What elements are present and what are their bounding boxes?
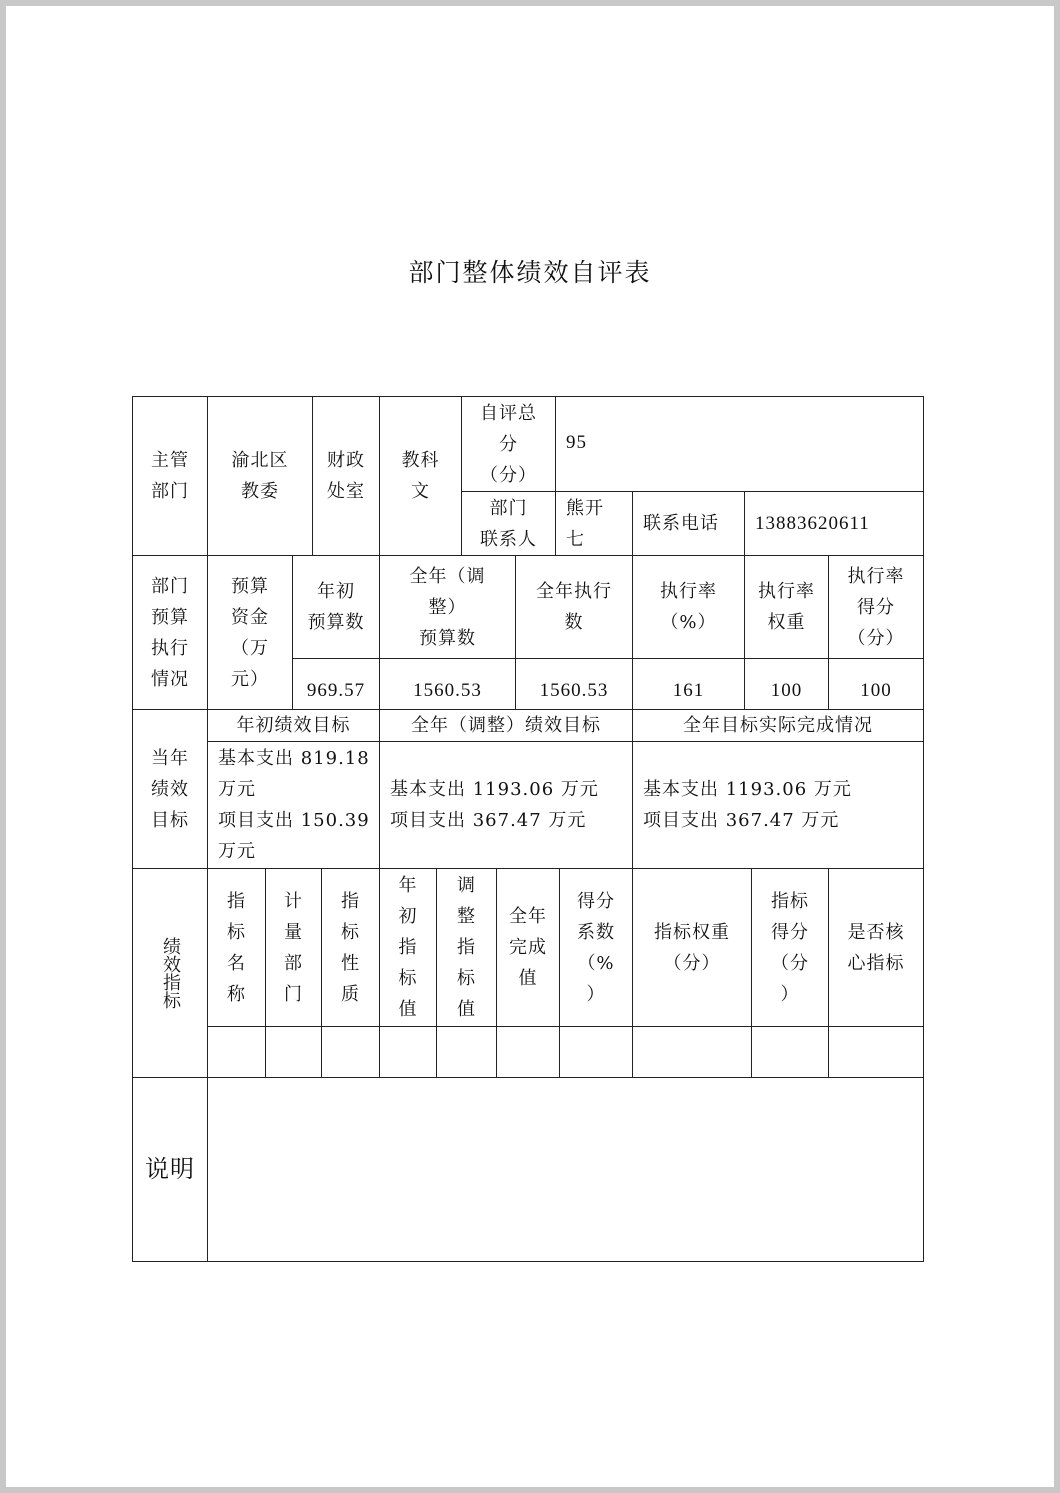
col-initial-goal: 年初绩效目标 [207, 709, 380, 742]
ind-header-score: 指标 得分 （分 ） [751, 868, 829, 1027]
contact-label: 部门 联系人 [461, 491, 556, 556]
score-label: 自评总 分 （分） [461, 396, 556, 492]
executed-value: 1560.53 [515, 658, 633, 710]
ind-cell [379, 1026, 437, 1078]
ind-cell [436, 1026, 497, 1078]
initial-budget-value: 969.57 [292, 658, 380, 710]
col-adjusted-budget: 全年（调 整） 预算数 [379, 555, 516, 659]
col-initial-budget: 年初 预算数 [292, 555, 380, 659]
budget-section-label: 部门 预算 执行 情况 [132, 555, 208, 710]
exec-score-value: 100 [828, 658, 924, 710]
actual-goal-text: 基本支出 1193.06 万元 项目支出 367.47 万元 [632, 741, 924, 869]
ind-header-initial: 年 初 指 标 值 [379, 868, 437, 1027]
exec-weight-value: 100 [744, 658, 829, 710]
adjusted-goal-text: 基本支出 1193.06 万元 项目支出 367.47 万元 [379, 741, 633, 869]
ind-cell [751, 1026, 829, 1078]
ind-header-adjusted: 调 整 指 标 值 [436, 868, 497, 1027]
ind-header-name: 指 标 名 称 [207, 868, 266, 1027]
ind-cell [496, 1026, 560, 1078]
ind-cell [321, 1026, 380, 1078]
col-exec-rate: 执行率 （%） [632, 555, 745, 659]
ind-header-nature: 指 标 性 质 [321, 868, 380, 1027]
goals-section-label: 当年 绩效 目标 [132, 709, 208, 869]
col-adjusted-goal: 全年（调整）绩效目标 [379, 709, 633, 742]
ind-header-weight: 指标权重 （分） [632, 868, 752, 1027]
ind-header-completed: 全年 完成 值 [496, 868, 560, 1027]
col-actual-goal: 全年目标实际完成情况 [632, 709, 924, 742]
contact-name: 熊开 七 [555, 491, 633, 556]
funds-label: 预算 资金 （万 元） [207, 555, 293, 710]
notes-content [207, 1077, 924, 1262]
ind-header-unit: 计 量 部 门 [265, 868, 322, 1027]
adjusted-budget-value: 1560.53 [379, 658, 516, 710]
col-exec-score: 执行率 得分 （分） [828, 555, 924, 659]
indicators-section-label: 绩效指标 [132, 868, 208, 1078]
dept-name: 渝北区 教委 [207, 396, 313, 556]
ind-cell [207, 1026, 266, 1078]
ind-header-core: 是否核 心指标 [828, 868, 924, 1027]
ind-cell [828, 1026, 924, 1078]
ind-cell [632, 1026, 752, 1078]
ind-cell [265, 1026, 322, 1078]
notes-label: 说明 [132, 1077, 208, 1262]
page-title: 部门整体绩效自评表 [408, 258, 652, 287]
office-label: 财政 处室 [312, 396, 380, 556]
ind-header-coefficient: 得分 系数 （% ） [559, 868, 633, 1027]
exec-rate-value: 161 [632, 658, 745, 710]
col-exec-weight: 执行率 权重 [744, 555, 829, 659]
office-name: 教科 文 [379, 396, 462, 556]
score-value: 95 [555, 396, 924, 492]
phone-value: 13883620611 [744, 491, 924, 556]
col-executed: 全年执行 数 [515, 555, 633, 659]
ind-cell [559, 1026, 633, 1078]
initial-goal-text: 基本支出 819.18 万元 项目支出 150.39 万元 [207, 741, 380, 869]
dept-label: 主管 部门 [132, 396, 208, 556]
phone-label: 联系电话 [632, 491, 745, 556]
